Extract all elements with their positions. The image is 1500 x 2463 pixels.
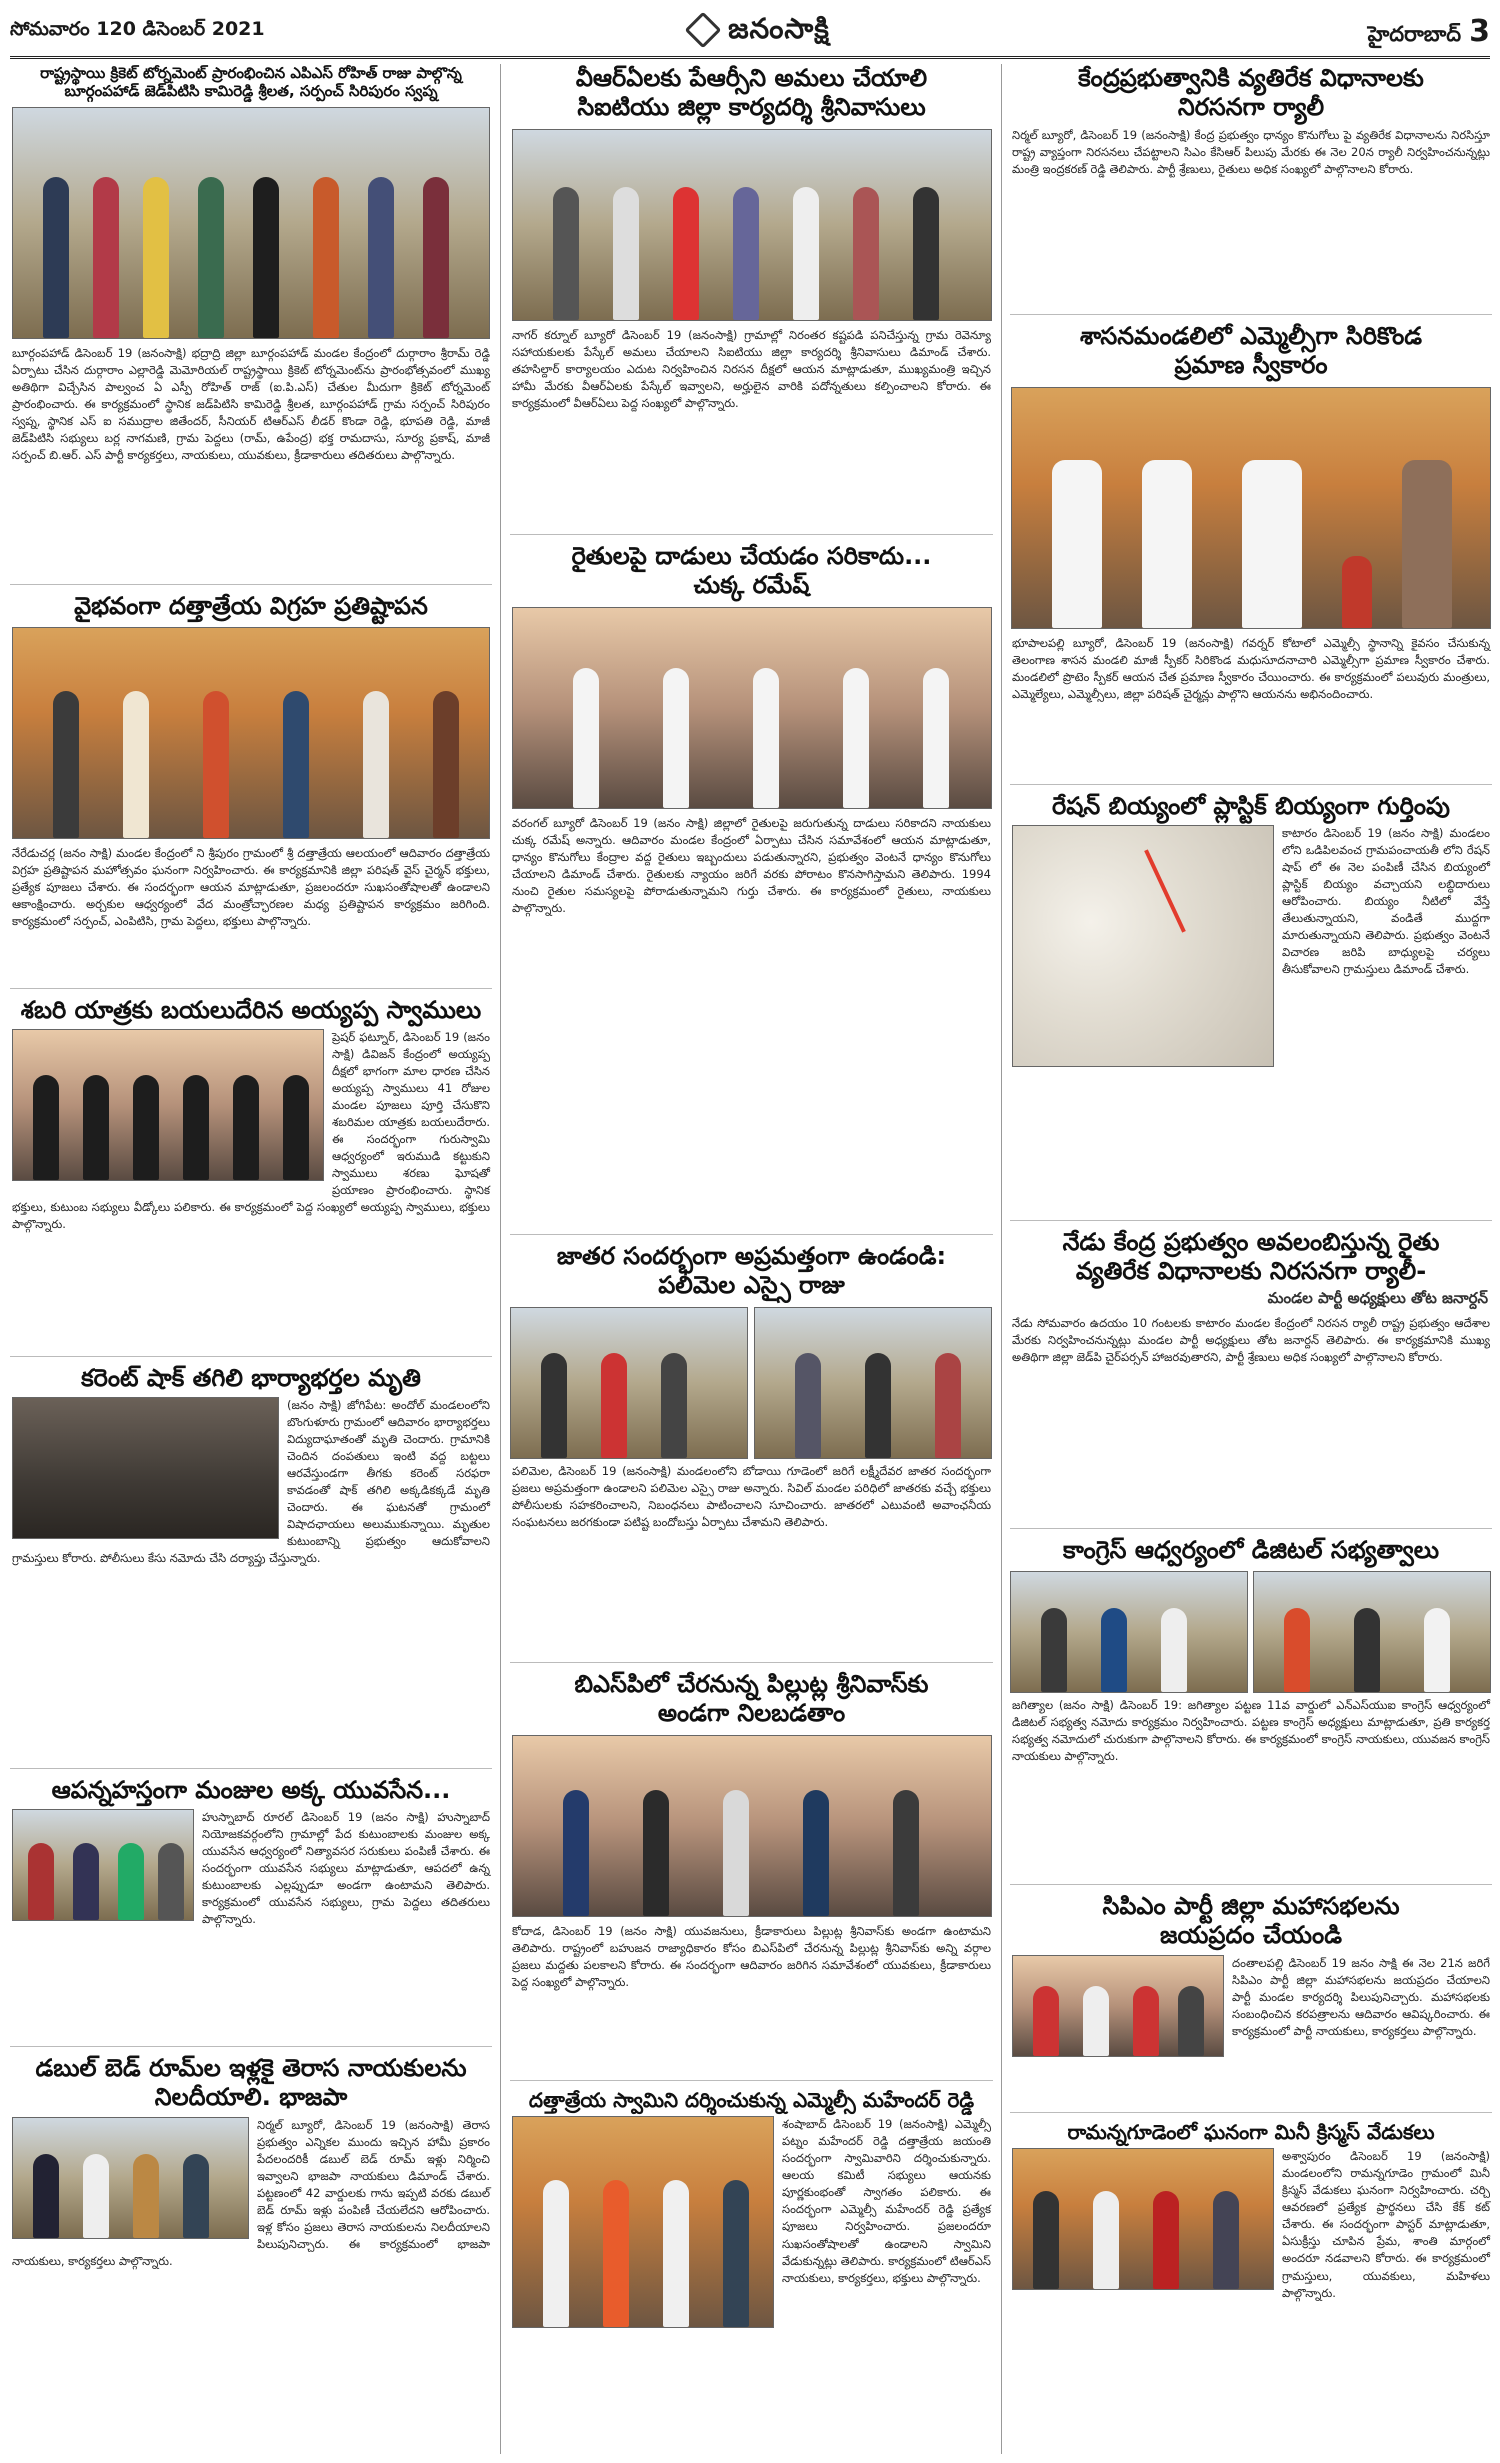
column-divider: [500, 64, 501, 2454]
article-photo: [12, 627, 490, 839]
article-body: హుస్నాబాద్ రూరల్ డిసెంబర్ 19 (జనం సాక్షి) హుస్నాబాద్ నియోజకవర్గంలోని గ్రామాల్లో పేద కుటుంబాలకు మంజుల అక్క యువసేన ఆధ్వర్యంలో నిత్యావసర సరుకులు పంపిణీ చేశారు. ఈ సందర్భంగా యువసేన సభ్యులు మాట్లాడుతూ, ఆపదలో ఉన్న కుటుంబాలకు ఎల్లప్పుడూ అండగా ఉంటామని తెలిపారు. కార్యక్రమంలో యువసేన సభ్యులు, గ్రామ పెద్దలు తదితరులు పాల్గొన్నారు.: [202, 1810, 490, 1927]
article-headline: డబుల్ బెడ్ రూమ్‌ల ఇళ్లకై తెరాస నాయకులను నిలదీయాలి. భాజపా: [35, 2054, 467, 2112]
article-jathara-alert: [510, 1242, 993, 1663]
article-subheadline: నిరసనగా ర్యాలీ: [1177, 93, 1325, 122]
page-number: 3: [1469, 14, 1490, 49]
article-dattatreya-idol: [10, 592, 492, 989]
article-photo: [1253, 1571, 1491, 1693]
article-photo: [12, 2117, 249, 2239]
article-electric-shock: [10, 1364, 492, 1769]
article-headline: జాతర సందర్భంగా అప్రమత్తంగా ఉండండి:: [556, 1242, 947, 1270]
article-ayyappa-yatra: [10, 996, 492, 1357]
paper-name-text: జనంసాక్షి: [728, 12, 830, 45]
article-subheadline: ప్రమాణ స్వీకారం: [1174, 351, 1328, 380]
article-double-bedroom: [10, 2054, 492, 2456]
article-headline: రామన్నగూడెంలో ఘనంగా మినీ క్రిస్మస్ వేడుకలు: [1067, 2120, 1435, 2144]
article-headline: కరెంట్ షాక్ తగిలి భార్యాభర్తల మృతి: [81, 1364, 421, 1392]
article-photo: [1012, 2148, 1274, 2290]
article-cpm-conference: [1010, 1892, 1492, 2113]
column-middle: [510, 64, 993, 2456]
article-photo: [1010, 1571, 1248, 1693]
article-body: నిర్మల్ బ్యూరో, డిసెంబర్ 19 (జనంసాక్షి) తెరాస ప్రభుత్వం ఎన్నికల ముందు ఇచ్చిన హామీ ప్రకారం పేదలందరికీ డబుల్ బెడ్ రూమ్ ఇళ్లు నిర్మించి ఇవ్వాలని భాజపా నాయకులు డిమాండ్ చేశారు. పట్టణంలో 42 వార్డులకు గాను ఇప్పటి వరకు డబుల్ బెడ్ రూమ్ ఇళ్లు పంపిణీ చేయలేదని ఆరోపించారు. ఇళ్ల కోసం ప్రజలు తెరాస నాయకులను నిలదీయాలని పిలుపునిచ్చారు. ఈ కార్యక్రమంలో భాజపా నాయకులు, కార్యకర్తలు పాల్గొన్నారు.: [12, 2117, 490, 2268]
article-headline: దత్తాత్రేయ స్వామిని దర్శించుకున్న ఎమ్మెల్సీ మహేందర్ రెడ్డి: [528, 2088, 975, 2112]
article-central-policy-rally: [1010, 64, 1492, 315]
article-body: బూర్గంపహాడ్ డిసెంబర్ 19 (జనంసాక్షి) భద్రాద్రి జిల్లా బూర్గంపహాడ్ మండల కేంద్రంలో దుర్గారాం శ్రీరామ్ రెడ్డి ఏర్పాటు చేసిన దుర్గారాం ఎల్లారెడ్డి మెమోరియల్ రాష్ట్రస్థాయి క్రికెట్ టోర్నమెంట్‌ను ప్రారంభోత్సవంలో ముఖ్య అతిథిగా విచ్చేసిన పాల్వంచ ఏ ఎస్పీ రోహిత్ రాజ్ (ఐ.పి.ఎస్) చేతుల మీదుగా క్రికెట్ టోర్నమెంట్ ప్రారంభించారు. ఈ కార్యక్రమంలో స్థానిక జడ్‌పిటిసి కామిరెడ్డి శ్రీలత, బూర్గంపహాడ్ గ్రామ సర్పంచ్ సిరిపురం స్వప్న, స్థానిక ఎస్ ఐ సముద్రాల జితేందర్, సీనియర్ టిఆర్ఎస్ లీడర్ కొండా రెడ్డి, భూపతి రెడ్డి, మాజీ జెడ్‌పిటిసి సభ్యులు బర్ల నాగమణి, గ్రామ పెద్దలు (రామ్, ఉపేంద్ర) భక్త రామదాసు, సూర్య ప్రకాష్, మాజీ సర్పంచ్ బి.ఆర్. ఎస్ పార్టీ కార్యకర్తలు, నాయకులు, యువకులు, క్రీడాకారులు తదితరులు పాల్గొన్నారు.: [12, 345, 490, 462]
article-subheadline: చుక్క రమేష్: [693, 571, 810, 600]
article-body: కోదాడ, డిసెంబర్ 19 (జనం సాక్షి) యువజనులు, క్రీడాకారులు పిల్లుట్ల శ్రీనివాస్‌కు అండగా ఉంటామని తెలిపారు. రాష్ట్రంలో బహుజన రాజ్యాధికారం కోసం బిఎస్‌పిలో చేరనున్న పిల్లుట్ల శ్రీనివాస్‌కు అన్ని వర్గాల ప్రజలు మద్దతు పలకాలని కోరారు. ఈ సందర్భంగా ఆదివారం జరిగిన సమావేశంలో యువకులు, క్రీడాకారులు పెద్ద సంఖ్యలో పాల్గొన్నారు.: [512, 1923, 991, 1989]
article-bsp-joining: [510, 1670, 993, 2081]
article-body: దంతాలపల్లి డిసెంబర్ 19 జనం సాక్షి ఈ నెల 21న జరిగే సిపిఎం పార్టీ జిల్లా మహాసభలను జయప్రదం చేయాలని పార్టీ మండల కార్యదర్శి పిలుపునిచ్చారు. మహాసభలకు సంబంధించిన కరపత్రాలను ఆదివారం ఆవిష్కరించారు. ఈ కార్యక్రమంలో పార్టీ నాయకులు, కార్యకర్తలు పాల్గొన్నారు.: [1232, 1955, 1490, 2038]
paper-logo-icon: [685, 12, 722, 49]
article-cricket-tournament: [10, 64, 492, 585]
article-photo: [510, 1307, 748, 1459]
article-body: నిర్మల్ బ్యూరో, డిసెంబర్ 19 (జనంసాక్షి) కేంద్ర ప్రభుత్వం ధాన్యం కొనుగోలు పై వ్యతిరేక విధానాలను నిరసిస్తూ రాష్ట్ర వ్యాప్తంగా నిరసనలు చేపట్టాలని సిఎం కేసిఆర్ పిలుపు మేరకు ఈ నెల 20న ర్యాలీ నిర్వహించనున్నట్లు మంత్రి ఇంద్రకరణ్ రెడ్డి తెలిపారు. పార్టీ శ్రేణులు, రైతులు అధిక సంఖ్యలో పాల్గొనాలని కోరారు.: [1012, 127, 1490, 176]
article-body: నాగర్ కర్నూల్ బ్యూరో డిసెంబర్ 19 (జనంసాక్షి) గ్రామాల్లో నిరంతర కష్టపడి పనిచేస్తున్న గ్రామ రెవెన్యూ సహాయకులకు పేస్కేల్ అమలు చేయాలని సిఐటియు జిల్లా కార్యదర్శి శ్రీనివాసులు డిమాండ్ చేశారు. తహసిల్దార్ కార్యాలయం ఎదుట నిర్వహించిన నిరసన దీక్షలో ఆయన మాట్లాడుతూ, ముఖ్యమంత్రి ఇచ్చిన హామీ మేరకు వీఆర్ఏలకు పేస్కేల్ ఇవ్వాలని, అర్హులైన వారికి పదోన్నతులు కల్పించాలని కోరారు. ఈ కార్యక్రమంలో వీఆర్ఏలు పెద్ద సంఖ్యలో పాల్గొన్నారు.: [512, 327, 991, 410]
article-headline: శబరి యాత్రకు బయలుదేరిన అయ్యప్ప స్వాములు: [20, 996, 482, 1024]
article-photo: [12, 1029, 324, 1181]
article-headline: ఆపన్నహస్తంగా మంజుల అక్క యువసేన...: [51, 1776, 451, 1804]
masthead: [10, 6, 1490, 59]
column-left: [10, 64, 492, 2456]
article-body: వరంగల్ బ్యూరో డిసెంబర్ 19 (జనం సాక్షి) జిల్లాలో రైతులపై జరుగుతున్న దాడులు సరికాదని నాయకులు చుక్క రమేష్ అన్నారు. ఆదివారం మండల కేంద్రంలో ఏర్పాటు చేసిన సమావేశంలో ఆయన మాట్లాడుతూ, ధాన్యం కొనుగోలు కేంద్రాల వద్ద రైతులు ఇబ్బందులు పడుతున్నారని, ప్రభుత్వం వెంటనే ధాన్యం కొనుగోలు చేయాలని డిమాండ్ చేశారు. రైతులకు న్యాయం జరిగే వరకు పోరాటం కొనసాగిస్తామని తెలిపారు. 1994 నుంచి రైతుల సమస్యలపై పోరాడుతున్నామని గుర్తు చేశారు. ఈ కార్యక్రమంలో రైతులు, నాయకులు పాల్గొన్నారు.: [512, 815, 991, 915]
article-headline: వైభవంగా దత్తాత్రేయ విగ్రహ ప్రతిష్టాపన: [74, 592, 428, 620]
arrow-icon: [1144, 850, 1186, 933]
article-photo: [512, 129, 992, 321]
article-yuvasena: [10, 1776, 492, 2047]
article-body: శంషాబాద్ డిసెంబర్ 19 (జనంసాక్షి) ఎమ్మెల్సీ పట్నం మహేందర్ రెడ్డి దత్తాత్రేయ జయంతి సందర్భంగా స్వామివారిని దర్శించుకున్నారు. ఆలయ కమిటీ సభ్యులు ఆయనకు పూర్ణకుంభంతో స్వాగతం పలికారు. ఈ సందర్భంగా ఎమ్మెల్సీ మహేందర్ రెడ్డి ప్రత్యేక పూజలు నిర్వహించారు. ప్రజలందరూ సుఖసంతోషాలతో ఉండాలని స్వామిని వేడుకున్నట్లు తెలిపారు. కార్యక్రమంలో టిఆర్ఎస్ నాయకులు, కార్యకర్తలు, భక్తులు పాల్గొన్నారు.: [782, 2117, 991, 2285]
article-vra-payscale: [510, 64, 993, 535]
article-body: నేరేడుచర్ల (జనం సాక్షి) మండల కేంద్రంలో ని శ్రీపురం గ్రామంలో శ్రీ దత్తాత్రేయ ఆలయంలో ఆదివారం దత్తాత్రేయ విగ్రహ ప్రతిష్టాపన మహోత్సవం ఘనంగా నిర్వహించారు. ఈ కార్యక్రమానికి జిల్లా పరిషత్ వైస్ చైర్మన్ భక్తులు, ప్రత్యేక పూజలు చేశారు. ఈ సందర్భంగా ఆయన మాట్లాడుతూ, ప్రజలందరూ సుఖసంతోషాలతో ఉండాలని ఆకాంక్షించారు. అర్చకుల ఆధ్వర్యంలో వేద మంత్రోచ్ఛారణల మధ్య ప్రతిష్టాపన కార్యక్రమం జరిగింది. కార్యక్రమంలో సర్పంచ్, ఎంపిటిసి, గ్రామ పెద్దలు, భక్తులు పాల్గొన్నారు.: [12, 846, 490, 929]
article-headline: రాష్ట్రస్థాయి క్రికెట్ టోర్నమెంట్ ప్రారంభించిన ఎపిఎస్ రోహిత్ రాజు పాల్గొన్న: [40, 64, 462, 82]
article-body: భూపాలపల్లి బ్యూరో, డిసెంబర్ 19 (జనంసాక్షి) గవర్నర్ కోటాలో ఎమ్మెల్సీ స్థానాన్ని కైవసం చేసుకున్న తెలంగాణ శాసన మండలి మాజీ స్పీకర్ సిరికొండ మధుసూదనాచారి ఎమ్మెల్సీగా ప్రమాణ స్వీకారం చేశారు. మండలిలో ప్రొటెం స్పీకర్ ఆయన చేత ప్రమాణ స్వీకారం చేయించారు. ఈ కార్యక్రమంలో పలువురు మంత్రులు, ఎమ్మెల్యేలు, ఎమ్మెల్సీలు, జిల్లా పరిషత్ చైర్మన్లు పాల్గొని ఆయనను అభినందించారు.: [1012, 635, 1490, 701]
article-congress-digital-membership: [1010, 1536, 1492, 1885]
article-photo-pair: [510, 1307, 993, 1459]
article-body: పలిమెల, డిసెంబర్ 19 (జనంసాక్షి) మండలంలోని బోడాయి గూడెంలో జరిగే లక్ష్మీదేవర జాతర సందర్భంగా ప్రజలు అప్రమత్తంగా ఉండాలని పలిమెల ఎస్సై రాజు అన్నారు. సివిల్ మండల పరిధిలో జాతరకు వచ్చే భక్తులు పోలీసులకు సహకరించాలని, నిబంధనలు పాటించాలని సూచించారు. జాతరలో ఎటువంటి అవాంఛనీయ సంఘటనలు జరగకుండా పటిష్ట బందోబస్తు ఏర్పాటు చేశామని తెలిపారు.: [512, 1463, 991, 1529]
article-headline: కేంద్రప్రభుత్వానికి వ్యతిరేక విధానాలకు: [1078, 64, 1424, 92]
article-subheadline: సిఐటియు జిల్లా కార్యదర్శి శ్రీనివాసులు: [577, 93, 926, 122]
article-photo: [1011, 387, 1491, 629]
article-mlc-oath: [1010, 322, 1492, 785]
article-body: (జనం సాక్షి) జోగిపేట: అందోల్ మండలంలోని బొంగుళూరు గ్రామంలో ఆదివారం భార్యాభర్తలు విద్యుదాఘాతంతో మృతి చెందారు. గ్రామానికి చెందిన దంపతులు ఇంటి వద్ద బట్టలు ఆరవేస్తుండగా తీగకు కరెంట్ సరఫరా కావడంతో షాక్ తగిలి అక్కడికక్కడే మృతి చెందారు. ఈ ఘటనతో గ్రామంలో విషాదఛాయలు అలుముకున్నాయి. మృతుల కుటుంబాన్ని ప్రభుత్వం ఆదుకోవాలని గ్రామస్తులు కోరారు. పోలీసులు కేసు నమోదు చేసి దర్యాప్తు చేస్తున్నారు.: [12, 1398, 490, 1566]
article-subheadline: వ్యతిరేక విధానాలకు నిరసనగా ర్యాలీ-: [1075, 1257, 1427, 1286]
article-photo: [12, 1809, 194, 1921]
column-divider: [1001, 64, 1002, 2454]
article-plastic-rice: [1010, 792, 1492, 1221]
article-photo: [12, 1397, 279, 1539]
article-headline: కాంగ్రెస్ ఆధ్వర్యంలో డిజిటల్ సభ్యత్వాలు: [1062, 1536, 1440, 1564]
article-photo: [512, 2116, 774, 2328]
article-mlc-dattatreya: [510, 2088, 993, 2456]
article-body: జగిత్యాల (జనం సాక్షి) డిసెంబర్ 19: జగిత్యాల పట్టణ 11వ వార్డులో ఎన్‌ఎస్‌యుఐ కాంగ్రెస్ ఆధ్వర్యంలో డిజిటల్ సభ్యత్వ నమోదు కార్యక్రమం నిర్వహించారు. పట్టణ కాంగ్రెస్ అధ్యక్షులు మాట్లాడుతూ, ప్రతి కార్యకర్త సభ్యత్వ నమోదులో చురుకుగా పాల్గొనాలని కోరారు. ఈ కార్యక్రమంలో కాంగ్రెస్ నాయకులు, యువజన కాంగ్రెస్ నాయకులు పాల్గొన్నారు.: [1012, 1698, 1490, 1764]
article-photo: [512, 1735, 992, 1917]
edition-city: హైదరాబాద్: [1367, 22, 1462, 46]
article-farmers-attacks: [510, 542, 993, 1235]
article-subheadline: బూర్గంపహాడ్ జెడ్‌పిటిసి కామిరెడ్డి శ్రీలత, సర్పంచ్ సిరిపురం స్వప్న: [64, 82, 438, 101]
article-body: అశ్వాపురం డిసెంబర్ 19 (జనంసాక్షి) మండలంలోని రామన్నగూడెం గ్రామంలో మినీ క్రిస్మస్ వేడుకలు ఘనంగా నిర్వహించారు. చర్చి ఆవరణలో ప్రత్యేక ప్రార్థనలు చేసి కేక్ కట్ చేశారు. ఈ సందర్భంగా పాస్టర్ మాట్లాడుతూ, ఏసుక్రీస్తు చూపిన ప్రేమ, శాంతి మార్గంలో అందరూ నడవాలని కోరారు. ఈ కార్యక్రమంలో గ్రామస్తులు, యువకులు, మహిళలు పాల్గొన్నారు.: [1282, 2149, 1490, 2300]
article-headline: రైతులపై దాడులు చేయడం సరికాదు...: [571, 542, 932, 570]
article-photo: [754, 1307, 992, 1459]
article-rally-announcement: [1010, 1228, 1492, 1529]
edition-date: సోమవారం 120 డిసెంబర్ 2021: [10, 18, 265, 40]
article-subheadline: జయప్రదం చేయండి: [1160, 1921, 1342, 1950]
article-subheadline: పలిమెల ఎస్సై రాజు: [658, 1271, 845, 1300]
article-subheadline: అండగా నిలబడతాం: [657, 1699, 846, 1728]
article-body: ప్రెషర్ ఫట్నూర్, డిసెంబర్ 19 (జనం సాక్షి) డివిజన్ కేంద్రంలో అయ్యప్ప దీక్షలో భాగంగా మాల ధారణ చేసిన అయ్యప్ప స్వాములు 41 రోజుల మండల పూజలు పూర్తి చేసుకొని శబరిమల యాత్రకు బయలుదేరారు. ఈ సందర్భంగా గురుస్వామి ఆధ్వర్యంలో ఇరుముడి కట్టుకుని స్వాములు శరణు ఘోషతో ప్రయాణం ప్రారంభించారు. స్థానిక భక్తులు, కుటుంబ సభ్యులు వీడ్కోలు పలికారు. ఈ కార్యక్రమంలో పెద్ద సంఖ్యలో అయ్యప్ప స్వాములు, భక్తులు పాల్గొన్నారు.: [12, 1030, 490, 1232]
article-photo: [512, 607, 992, 809]
article-body: కాటారం డిసెంబర్ 19 (జనం సాక్షి) మండలం లోని ఒడిపిలవంచ గ్రామపంచాయతీ లోని రేషన్ షాప్ లో ఈ నెల పంపిణీ చేసిన బియ్యంలో ప్లాస్టిక్ బియ్యం వచ్చాయని లబ్ధిదారులు ఆరోపించారు. బియ్యం నీటిలో వేస్తే తేలుతున్నాయని, వండితే ముద్దగా మారుతున్నాయని తెలిపారు. ప్రభుత్వం వెంటనే విచారణ జరిపి బాధ్యులపై చర్యలు తీసుకోవాలని గ్రామస్తులు డిమాండ్ చేశారు.: [1282, 826, 1490, 977]
masthead-city-page: [1368, 14, 1490, 52]
article-photo: [1012, 1955, 1224, 2057]
article-photo-pair: [1010, 1571, 1492, 1693]
article-body: నేడు సోమవారం ఉదయం 10 గంటలకు కాటారం మండల కేంద్రంలో నిరసన ర్యాలీ రాష్ట్ర ప్రభుత్వం ఆదేశాల మేరకు నిర్వహించనున్నట్లు మండల పార్టీ అధ్యక్షులు తోట జనార్దన్ తెలిపారు. ఈ కార్యక్రమానికి ముఖ్య అతిథిగా జిల్లా జెడ్‌పి చైర్‌పర్సన్ హాజరవుతారని, పార్టీ శ్రేణులు అధిక సంఖ్యలో పాల్గొనాలని కోరారు.: [1012, 1315, 1490, 1364]
article-photo: [12, 107, 490, 339]
article-byline: మండల పార్టీ అధ్యక్షులు తోట జనార్దన్: [1267, 1288, 1488, 1307]
article-headline: సిపిఎం పార్టీ జిల్లా మహాసభలను: [1102, 1892, 1400, 1920]
column-right: [1010, 64, 1492, 2456]
article-mini-christmas: [1010, 2120, 1492, 2456]
article-headline: నేడు కేంద్ర ప్రభుత్వం అవలంబిస్తున్న రైతు: [1062, 1228, 1440, 1256]
article-headline: రేషన్ బియ్యంలో ప్లాస్టిక్ బియ్యంగా గుర్తింపు: [1052, 792, 1450, 820]
paper-name: [610, 12, 910, 52]
article-headline: శాసనమండలిలో ఎమ్మెల్సీగా సిరికొండ: [1079, 322, 1423, 350]
article-headline: వీఆర్ఏలకు పేఆర్సీని అమలు చేయాలి: [575, 64, 928, 92]
article-photo: [1012, 825, 1274, 1067]
article-headline: బిఎస్‌పిలో చేరనున్న పిల్లుట్ల శ్రీనివాస్‌కు: [574, 1670, 929, 1698]
